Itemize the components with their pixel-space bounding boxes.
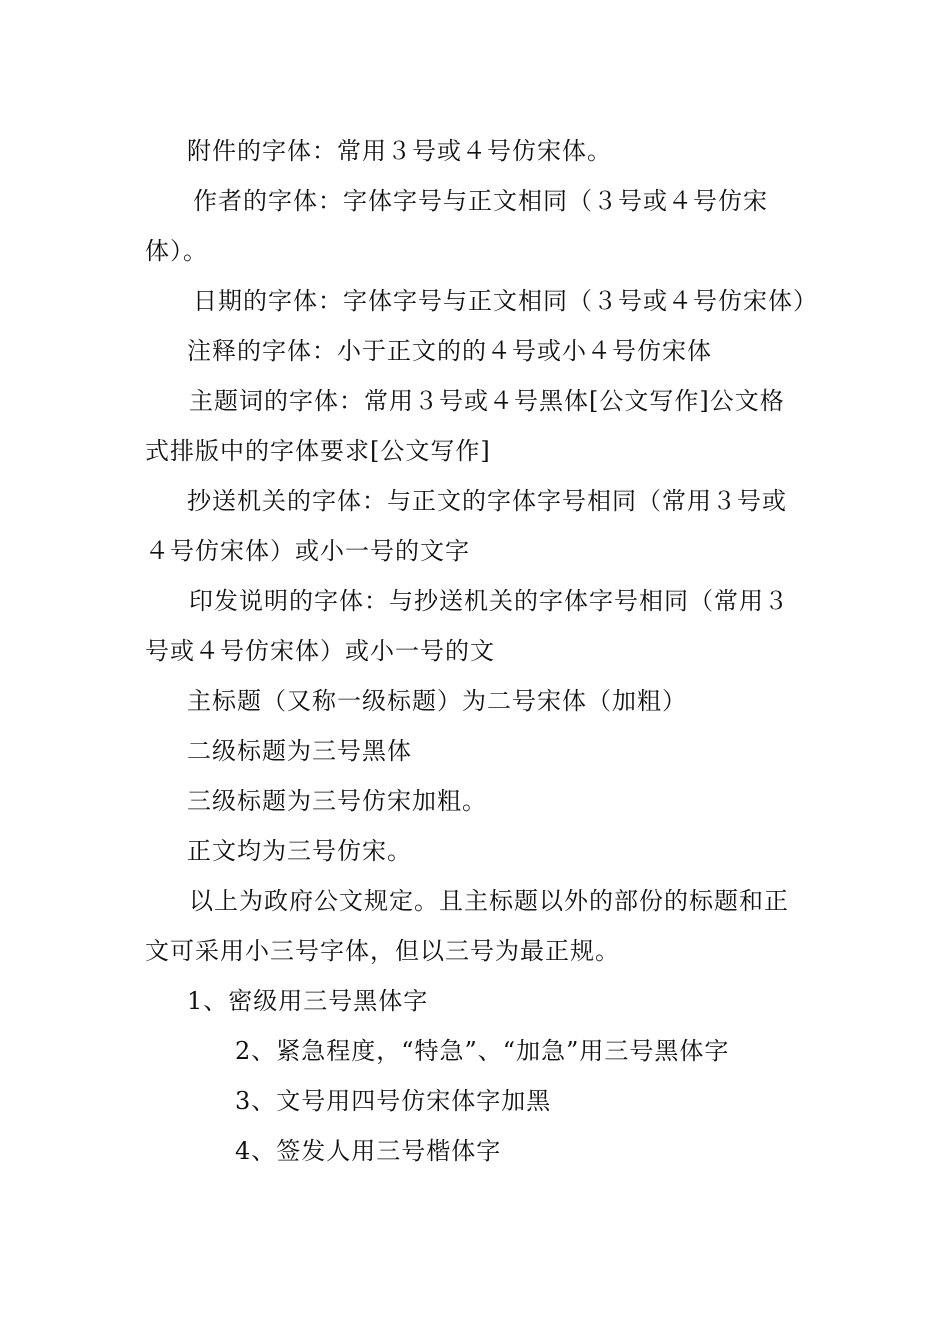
list-item-urgency: 2、紧急程度，“特急”、“加急”用三号黑体字 (235, 1037, 730, 1065)
list-item-secret-level: 1、密级用三号黑体字 (187, 987, 429, 1015)
paragraph-date-font: 日期的字体：字体字号与正文相同（３号或４号仿宋体） (193, 287, 818, 315)
list-item-signer: 4、签发人用三号楷体字 (235, 1137, 502, 1165)
paragraph-third-title: 三级标题为三号仿宋加粗。 (187, 787, 487, 815)
paragraph-second-title: 二级标题为三号黑体 (187, 737, 412, 765)
paragraph-cc-font: 抄送机关的字体：与正文的字体字号相同（常用３号或４号仿宋体）或小一号的文字 (145, 487, 787, 565)
list-item-document-number: 3、文号用四号仿宋体字加黑 (235, 1087, 552, 1115)
paragraph-main-title: 主标题（又称一级标题）为二号宋体（加粗） (187, 687, 687, 715)
paragraph-attachment-font: 附件的字体：常用３号或４号仿宋体。 (187, 137, 612, 165)
paragraph-rules-summary: 以上为政府公文规定。且主标题以外的部份的标题和正文可采用小三号字体，但以三号为最正规。 (145, 887, 789, 965)
paragraph-issue-note-font: 印发说明的字体：与抄送机关的字体字号相同（常用３号或４号仿宋体）或小一号的文 (145, 587, 789, 665)
paragraph-author-font: 作者的字体：字体字号与正文相同（３号或４号仿宋体）。 (145, 187, 768, 265)
document-body (145, 126, 818, 1176)
paragraph-annotation-font: 注释的字体：小于正文的的４号或小４号仿宋体 (187, 337, 712, 365)
paragraph-body-text: 正文均为三号仿宋。 (187, 837, 412, 865)
paragraph-keyword-font: 主题词的字体：常用３号或４号黑体[公文写作]公文格式排版中的字体要求[公文写作] (145, 387, 785, 465)
